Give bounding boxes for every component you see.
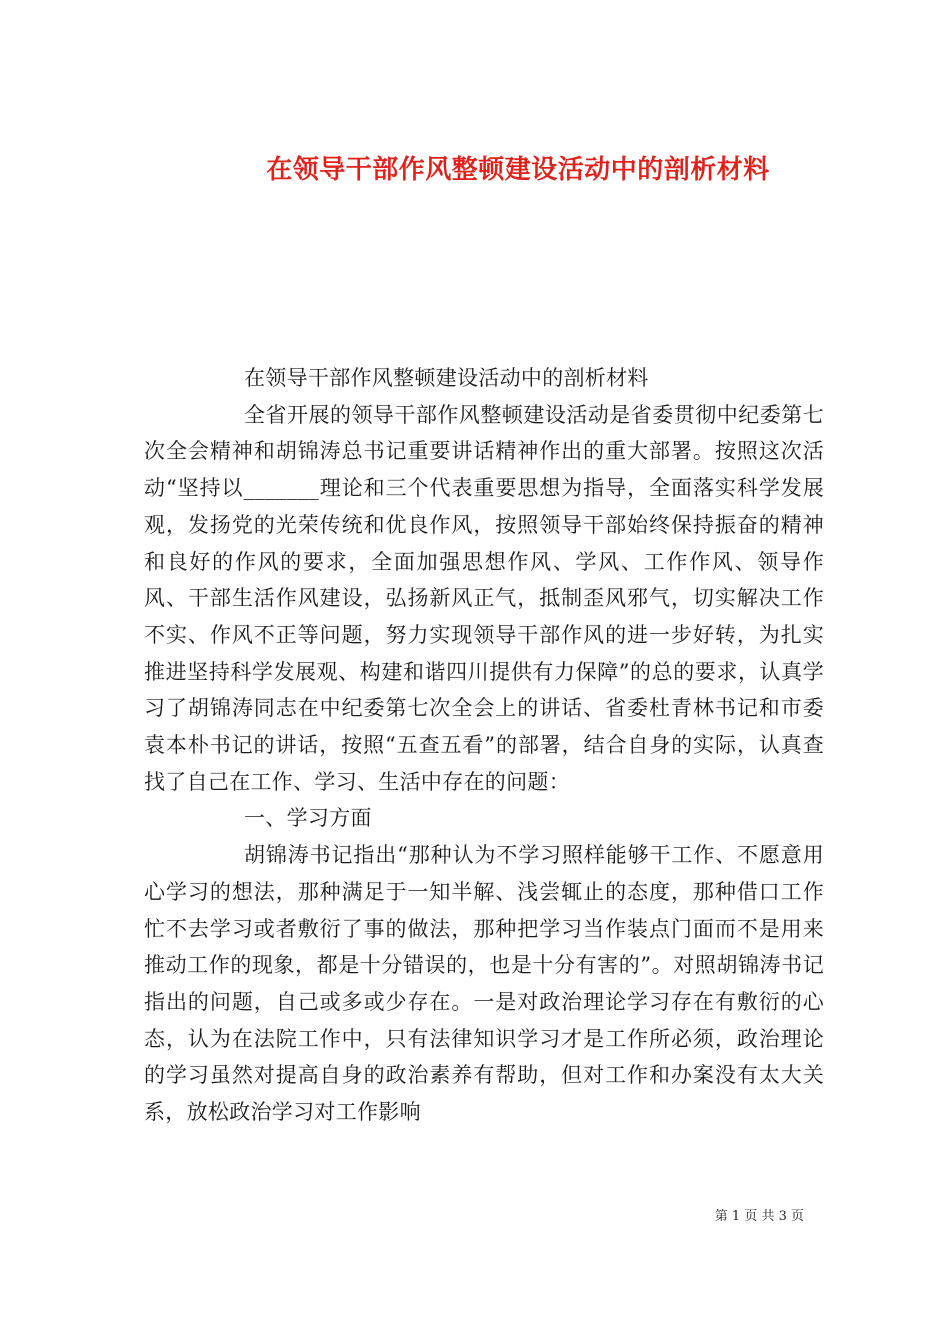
study-paragraph: 胡锦涛书记指出“那种认为不学习照样能够干工作、不愿意用心学习的想法，那种满足于一知半解、浅尝辄止的态度，那种借口工作忙不去学习或者敷衍了事的做法，那种把学习当作装点门面而不是用来推动工作的现象，都是十分错误的，也是十分有害的”。对照胡锦涛书记指出的问题，自己或多或少存在。一是对政治理论学习存在有敷衍的心态，认为在法院工作中，只有法律知识学习才是工作所必须，政治理论的学习虽然对提高自身的政治素养有帮助，但对工作和办案没有太大关系，放松政治学习对工作影响: [144, 843, 824, 1125]
body-heading: 在领导干部作风整顿建设活动中的剖析材料: [244, 366, 649, 390]
intro-paragraph: 全省开展的领导干部作风整顿建设活动是省委贯彻中纪委第七次全会精神和胡锦涛总书记重要讲话精神作出的重大部署。按照这次活动“坚持以_______理论和三个代表重要思想为指导，全面落实科学发展观，发扬党的光荣传统和优良作风，按照领导干部始终保持振奋的精神和良好的作风的要求，全面加强思想作风、学风、工作作风、领导作风、干部生活作风建设，弘扬新风正气，抵制歪风邪气，切实解决工作不实、作风不正等问题，努力实现领导干部作风的进一步好转，为扎实推进坚持科学发展观、构建和谐四川提供有力保障”的总的要求，认真学习了胡锦涛同志在中纪委第七次全会上的讲话、省委杜青林书记和市委袁本朴书记的讲话，按照“五查五看”的部署，结合自身的实际，认真查找了自己在工作、学习、生活中存在的问题：: [144, 402, 824, 794]
document-body: [144, 360, 824, 1131]
section-heading-study: 一、学习方面: [244, 806, 372, 831]
page-number-footer: 第 1 页 共 3 页: [714, 1209, 804, 1224]
document-title: 在领导干部作风整顿建设活动中的剖析材料: [266, 155, 770, 186]
